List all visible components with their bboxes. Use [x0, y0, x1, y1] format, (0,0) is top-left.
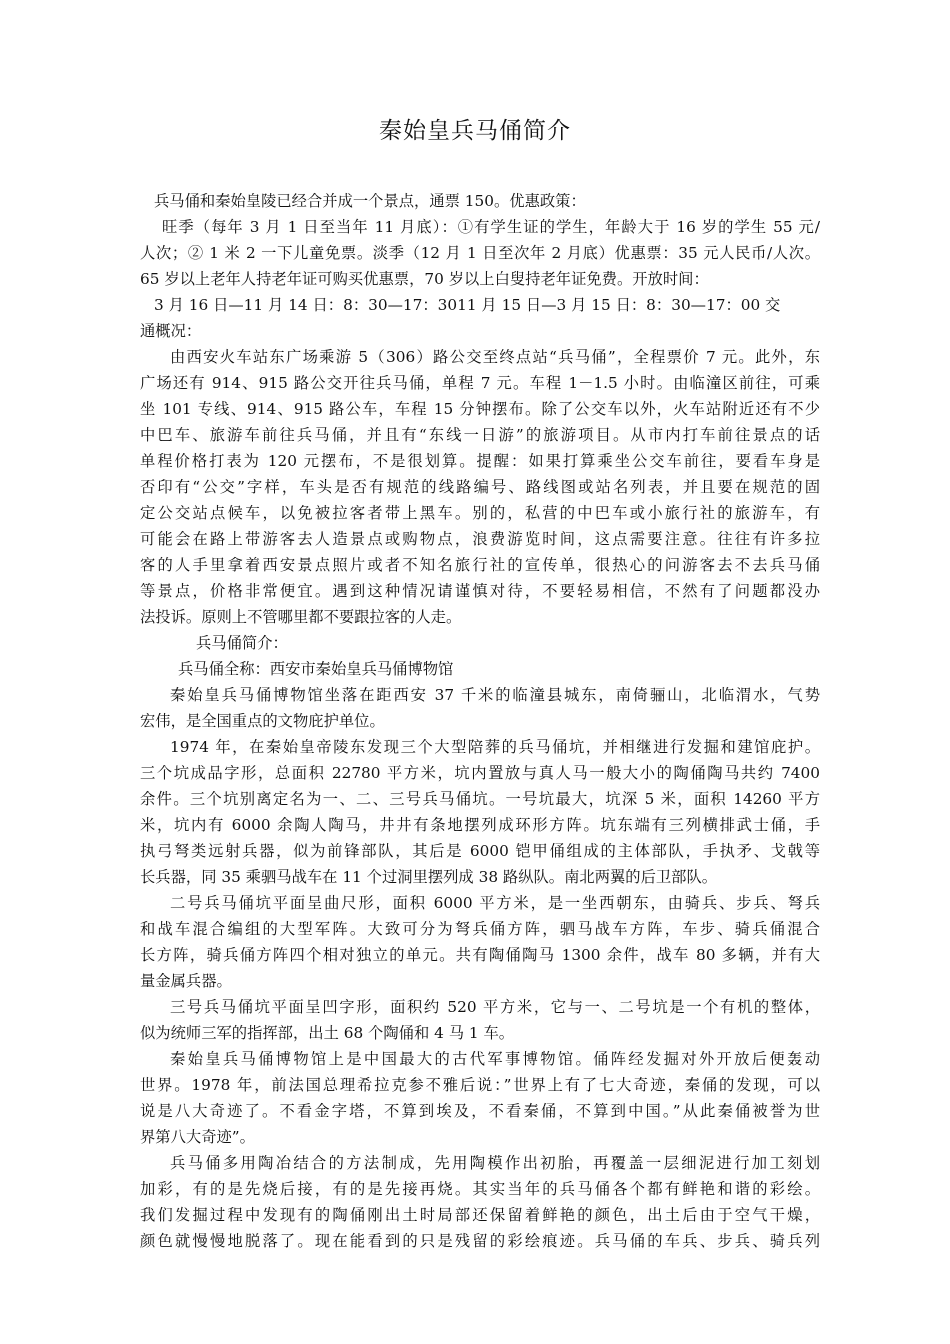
text-line: 兵马俑全称：西安市秦始皇兵马俑博物馆 [178, 660, 454, 678]
text-line: 坐 101 专线、914、915 路公车，车程 15 分钟摆布。除了公交车以外，火车站附近还有不少 [140, 400, 820, 418]
text-line: 旺季（每年 3 月 1 日至当年 11 月底）：①有学生证的学生，年龄大于 16 岁的学生 55 元/ [162, 218, 820, 236]
text-line: 兵马俑简介： [196, 634, 288, 652]
text-line: 定公交站点候车，以免被拉客者带上黑车。别的，私营的中巴车或小旅行社的旅游车，有 [140, 504, 820, 522]
text-line: 客的人手里拿着西安景点照片或者不知名旅行社的宣传单，很热心的问游客去不去兵马俑 [140, 556, 820, 574]
text-line: 米，坑内有 6000 余陶人陶马，井井有条地摆列成环形方阵。坑东端有三列横排武士俑，手 [140, 816, 820, 834]
text-line: 人次；② 1 米 2 一下儿童免票。淡季（12 月 1 日至次年 2 月底）优惠票：35 元人民币/人次。 [140, 244, 820, 262]
text-line: 兵马俑和秦始皇陵已经合并成一个景点，通票 150。优惠政策： [154, 192, 586, 210]
document-body [140, 188, 820, 1254]
text-line: 界第八大奇迹”。 [140, 1128, 255, 1146]
text-line: 似为统师三军的指挥部，出土 68 个陶俑和 4 马 1 车。 [140, 1024, 515, 1042]
text-line: 和战车混合编组的大型军阵。大致可分为弩兵俑方阵，驷马战车方阵，车步、骑兵俑混合 [140, 920, 820, 938]
text-line: 中巴车、旅游车前往兵马俑，并且有“东线一日游”的旅游项目。从市内打车前往景点的话 [140, 426, 820, 444]
text-line: 说是八大奇迹了。不看金字塔，不算到埃及，不看秦俑，不算到中国。”从此秦俑被誉为世 [140, 1102, 820, 1120]
text-line: 长方阵，骑兵俑方阵四个相对独立的单元。共有陶俑陶马 1300 余件，战车 80 多辆，并有大 [140, 946, 820, 964]
text-line: 加彩，有的是先烧后接，有的是先接再烧。其实当年的兵马俑各个都有鲜艳和谐的彩绘。 [140, 1180, 820, 1198]
text-line: 广场还有 914、915 路公交开往兵马俑，单程 7 元。车程 1－1.5 小时。由临潼区前往，可乘 [140, 374, 820, 392]
text-line: 秦始皇兵马俑博物馆坐落在距西安 37 千米的临潼县城东，南倚骊山，北临渭水，气势 [170, 686, 820, 704]
text-line: 颜色就慢慢地脱落了。现在能看到的只是残留的彩绘痕迹。兵马俑的车兵、步兵、骑兵列 [140, 1232, 820, 1250]
text-line: 1974 年，在秦始皇帝陵东发现三个大型陪葬的兵马俑坑，并相继进行发掘和建馆庇护。 [170, 738, 820, 756]
document-title: 秦始皇兵马俑简介 [379, 118, 571, 144]
text-line: 3 月 16 日—11 月 14 日：8：30—17：3011 月 15 日—3 月 15 日：8：30—17：00 交 [154, 296, 781, 314]
text-line: 世界。1978 年，前法国总理希拉克参不雅后说：”世界上有了七大奇迹，秦俑的发现，可以 [140, 1076, 820, 1094]
text-line: 执弓弩类远射兵器，似为前锋部队，其后是 6000 铠甲俑组成的主体部队，手执矛、戈戟等 [140, 842, 820, 860]
text-line: 三号兵马俑坑平面呈凹字形，面积约 520 平方米，它与一、二号坑是一个有机的整体， [170, 998, 820, 1016]
text-line: 我们发掘过程中发现有的陶俑刚出土时局部还保留着鲜艳的颜色，出土后由于空气干燥， [140, 1206, 820, 1224]
text-line: 量金属兵器。 [140, 972, 232, 990]
text-line: 法投诉。原则上不管哪里都不要跟拉客的人走。 [140, 608, 462, 626]
text-line: 兵马俑多用陶冶结合的方法制成，先用陶模作出初胎，再覆盖一层细泥进行加工刻划 [170, 1154, 820, 1172]
text-line: 否印有“公交”字样，车头是否有规范的线路编号、路线图或站名列表，并且要在规范的固 [140, 478, 820, 496]
text-line: 长兵器，同 35 乘驷马战车在 11 个过洞里摆列成 38 路纵队。南北两翼的后卫部队。 [140, 868, 718, 886]
text-line: 秦始皇兵马俑博物馆上是中国最大的古代军事博物馆。俑阵经发掘对外开放后便轰动 [170, 1050, 820, 1068]
text-line: 通概况： [140, 322, 202, 340]
text-line: 二号兵马俑坑平面呈曲尺形，面积 6000 平方米，是一坐西朝东，由骑兵、步兵、弩兵 [170, 894, 820, 912]
text-line: 65 岁以上老年人持老年证可购买优惠票，70 岁以上白叟持老年证免费。开放时间： [140, 270, 709, 288]
text-line: 单程价格打表为 120 元摆布，不是很划算。提醒：如果打算乘坐公交车前往，要看车身是 [140, 452, 820, 470]
text-line: 由西安火车站东广场乘游 5（306）路公交至终点站“兵马俑”，全程票价 7 元。此外，东 [170, 348, 820, 366]
text-line: 三个坑成品字形，总面积 22780 平方米，坑内置放与真人马一般大小的陶俑陶马共约 7400 [140, 764, 820, 782]
text-line: 宏伟，是全国重点的文物庇护单位。 [140, 712, 385, 730]
text-line: 余件。三个坑别离定名为一、二、三号兵马俑坑。一号坑最大，坑深 5 米，面积 14260 平方 [140, 790, 820, 808]
text-line: 可能会在路上带游客去人造景点或购物点，浪费游览时间，这点需要注意。往往有许多拉 [140, 530, 820, 548]
text-line: 等景点，价格非常便宜。遇到这种情况请谨慎对待，不要轻易相信，不然有了问题都没办 [140, 582, 820, 600]
